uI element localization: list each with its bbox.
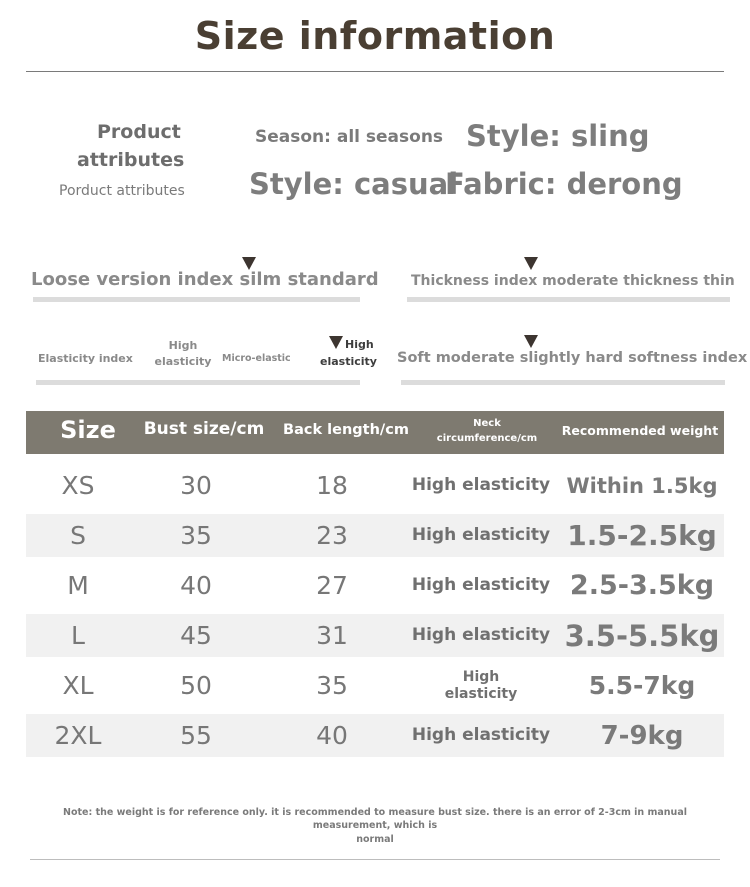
header-weight: Recommended weight bbox=[561, 423, 719, 438]
elasticity-option-2: Micro-elastic bbox=[222, 353, 291, 364]
elasticity-option-1-line2: elasticity bbox=[154, 355, 212, 368]
thickness-index-label: Thickness index moderate thickness thin bbox=[411, 273, 735, 289]
header-bust: Bust size/cm bbox=[143, 419, 265, 439]
size-cell: XL bbox=[62, 671, 94, 700]
neck-cell bbox=[402, 664, 560, 707]
back-length-cell: 35 bbox=[316, 671, 348, 700]
softness-index-bar bbox=[401, 380, 725, 385]
neck-cell: High elasticity bbox=[411, 624, 551, 645]
attributes-subheading: Porduct attributes bbox=[59, 183, 185, 199]
elasticity-option-3-line1: High bbox=[345, 338, 374, 351]
table-row bbox=[26, 714, 724, 757]
table-row bbox=[26, 614, 724, 657]
table-row bbox=[26, 664, 724, 707]
loose-index-bar bbox=[33, 297, 360, 302]
bust-cell: 50 bbox=[180, 671, 212, 700]
weight-cell: 5.5-7kg bbox=[588, 671, 696, 700]
neck-cell-line2: elasticity bbox=[444, 685, 518, 702]
thickness-index-marker bbox=[524, 257, 538, 270]
elasticity-index-label: Elasticity index bbox=[38, 352, 133, 365]
back-length-cell: 40 bbox=[316, 721, 348, 750]
loose-index-label: Loose version index silm standard bbox=[31, 269, 379, 290]
header-neck-line2: circumference/cm bbox=[436, 433, 538, 444]
elasticity-option-3-line2: elasticity bbox=[320, 355, 377, 368]
neck-cell: High elasticity bbox=[411, 524, 551, 545]
size-cell: M bbox=[67, 571, 89, 600]
elasticity-option-1-line1: High bbox=[168, 339, 198, 352]
size-cell: 2XL bbox=[54, 721, 102, 750]
page-title: Size information bbox=[194, 14, 556, 58]
attribute-season: Season: all seasons bbox=[255, 127, 444, 147]
size-table-header bbox=[26, 411, 724, 454]
size-cell: S bbox=[70, 521, 86, 550]
size-cell: L bbox=[71, 621, 85, 650]
bust-cell: 40 bbox=[180, 571, 212, 600]
header-size: Size bbox=[60, 416, 116, 444]
title-divider bbox=[26, 71, 724, 72]
attributes-heading-line1: Product bbox=[97, 121, 181, 143]
bust-cell: 45 bbox=[180, 621, 212, 650]
attribute-fabric: Fabric: derong bbox=[445, 167, 683, 201]
footnote-line2: normal bbox=[356, 833, 394, 845]
weight-cell: 2.5-3.5kg bbox=[569, 570, 715, 601]
table-row bbox=[26, 564, 724, 607]
bust-cell: 55 bbox=[180, 721, 212, 750]
neck-cell: High elasticity bbox=[411, 474, 551, 495]
table-row bbox=[26, 514, 724, 557]
weight-cell: Within 1.5kg bbox=[566, 473, 718, 498]
weight-cell: 1.5-2.5kg bbox=[567, 519, 717, 552]
attributes-heading-line2: attributes bbox=[77, 149, 185, 171]
softness-index-label: Soft moderate slightly hard softness index bbox=[397, 350, 748, 366]
size-cell: XS bbox=[61, 471, 95, 500]
weight-cell: 3.5-5.5kg bbox=[564, 618, 720, 653]
back-length-cell: 23 bbox=[316, 521, 348, 550]
elasticity-index-bar bbox=[36, 380, 360, 385]
elasticity-index-marker bbox=[329, 336, 343, 349]
attribute-style-casual: Style: casual bbox=[249, 167, 459, 201]
back-length-cell: 18 bbox=[316, 471, 348, 500]
header-neck-line1: Neck bbox=[473, 418, 501, 429]
header-back: Back length/cm bbox=[283, 422, 409, 438]
bust-cell: 35 bbox=[180, 521, 212, 550]
weight-cell: 7-9kg bbox=[600, 720, 684, 751]
footnote bbox=[26, 806, 724, 846]
back-length-cell: 31 bbox=[316, 621, 348, 650]
attribute-style-sling: Style: sling bbox=[466, 119, 650, 153]
neck-cell: High elasticity bbox=[411, 724, 551, 745]
bottom-divider bbox=[30, 859, 720, 860]
bust-cell: 30 bbox=[180, 471, 212, 500]
thickness-index-bar bbox=[407, 297, 730, 302]
back-length-cell: 27 bbox=[316, 571, 348, 600]
neck-cell: High elasticity bbox=[411, 574, 551, 595]
neck-cell-line1: High bbox=[462, 669, 500, 686]
table-row bbox=[26, 464, 724, 507]
footnote-line1: Note: the weight is for reference only. it is recommended to measure bust size. there is an error of 2-3cm in manual measurement, which is bbox=[63, 807, 687, 832]
softness-index-marker bbox=[524, 335, 538, 348]
